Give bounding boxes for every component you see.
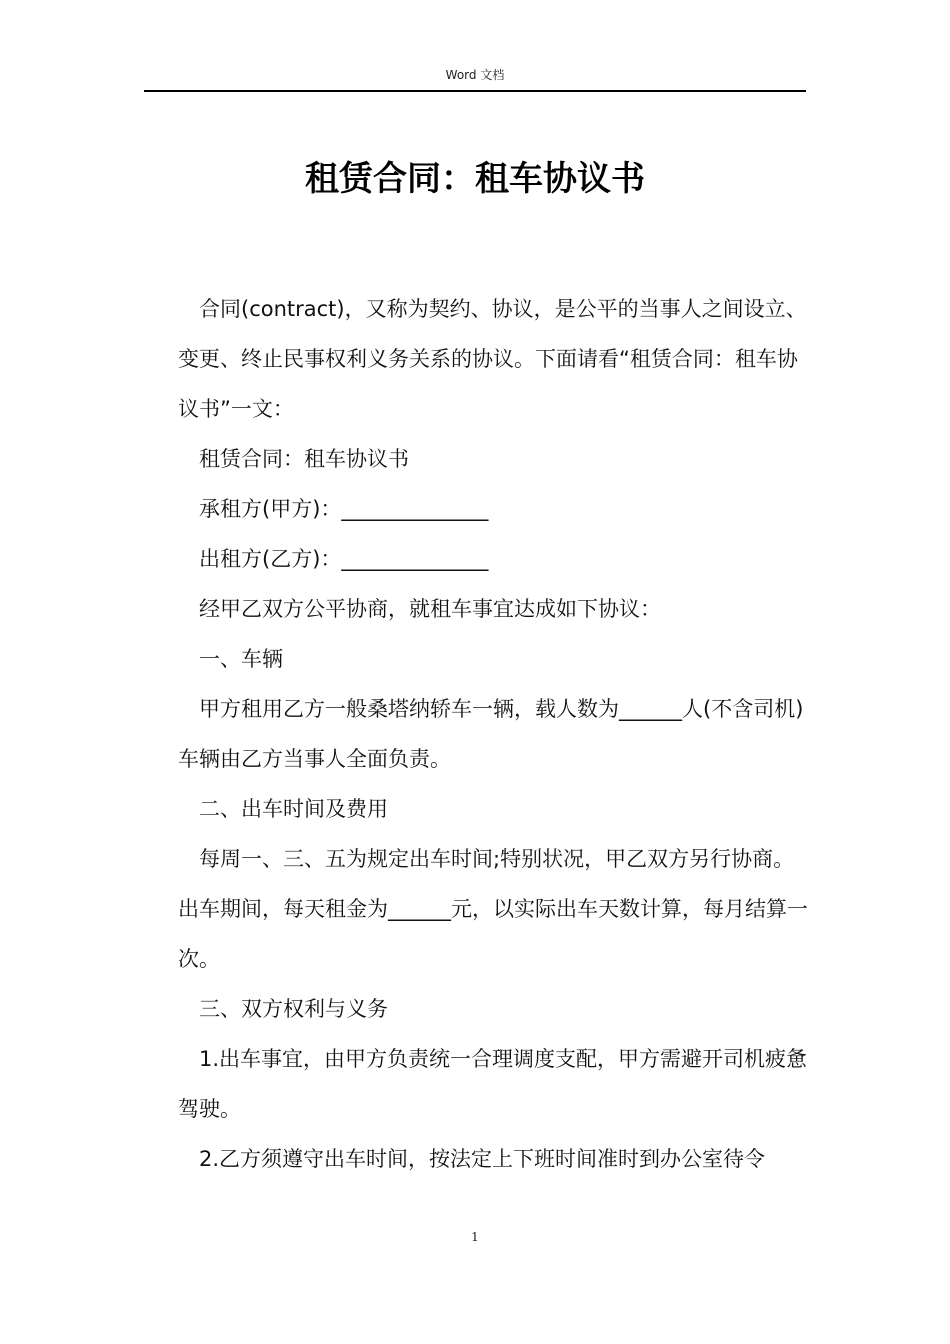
page-number: 1 [471, 1230, 479, 1244]
paragraph-subtitle: 租赁合同：租车协议书 [199, 447, 409, 471]
paragraph-agreement: 经甲乙双方公平协商，就租车事宜达成如下协议： [199, 597, 661, 621]
paragraph-lessor: 出租方(乙方)：______________ [199, 547, 489, 571]
header-text: Word 文档 [445, 68, 505, 82]
section-heading-rights: 三、双方权利与义务 [199, 997, 388, 1021]
paragraph-intro: 合同(contract)，又称为契约、协议，是公平的当事人之间设立、变更、终止民事权利义务关系的协议。下面请看“租赁合同：租车协议书”一文： [178, 297, 807, 421]
paragraph-lessee: 承租方(甲方)：______________ [199, 497, 489, 521]
paragraph-rights-1: 1.出车事宜，由甲方负责统一合理调度支配，甲方需避开司机疲惫驾驶。 [178, 1047, 808, 1121]
paragraph-rights-2: 2.乙方须遵守出车时间，按法定上下班时间准时到办公室待令 [199, 1147, 766, 1171]
document-body [178, 284, 810, 1184]
page-header [144, 64, 806, 92]
section-heading-time-fee: 二、出车时间及费用 [199, 797, 388, 821]
section-heading-vehicle: 一、车辆 [199, 647, 283, 671]
document-title: 租赁合同：租车协议书 [305, 159, 645, 199]
paragraph-time-fee: 每周一、三、五为规定出车时间;特别状况，甲乙双方另行协商。出车期间，每天租金为______元，以实际出车天数计算，每月结算一次。 [178, 847, 808, 971]
paragraph-vehicle: 甲方租用乙方一般桑塔纳轿车一辆，载人数为______人(不含司机)车辆由乙方当事人全面负责。 [178, 697, 804, 771]
